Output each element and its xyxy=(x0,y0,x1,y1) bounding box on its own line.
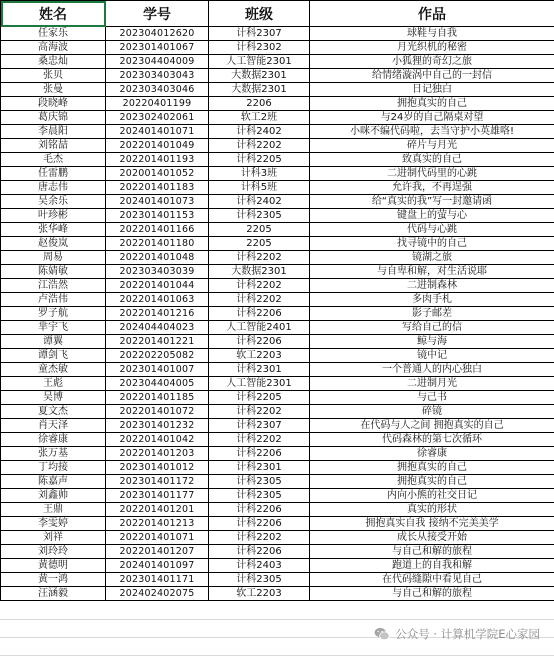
class-cell[interactable]: 计科2301 xyxy=(209,461,310,475)
student-id-cell[interactable]: 202301401067 xyxy=(106,41,209,55)
class-cell[interactable]: 软工2班 xyxy=(209,111,310,125)
student-name-cell[interactable]: 张华峰 xyxy=(1,223,106,237)
header-row xyxy=(1,1,554,27)
student-name-cell[interactable]: 葛庆锦 xyxy=(1,111,106,125)
table-row xyxy=(1,41,554,55)
class-cell[interactable]: 软工2203 xyxy=(209,349,310,363)
class-cell[interactable]: 计科2302 xyxy=(209,41,310,55)
student-name-cell[interactable]: 唐志伟 xyxy=(1,181,106,195)
work-title-cell[interactable]: 内向小熊的社交日记 xyxy=(310,489,554,503)
student-name-cell[interactable]: 夏文杰 xyxy=(1,405,106,419)
work-title-cell[interactable]: 允许我，不再逞强 xyxy=(310,181,554,195)
student-name-cell[interactable]: 叶珍彬 xyxy=(1,209,106,223)
student-name-cell[interactable]: 谭剑飞 xyxy=(1,349,106,363)
student-name-cell[interactable]: 肖天泽 xyxy=(1,419,106,433)
table-row xyxy=(1,587,554,601)
table-row xyxy=(1,27,554,41)
table-row xyxy=(1,363,554,377)
work-title-cell[interactable]: 跑道上的自我和解 xyxy=(310,559,554,573)
table-row xyxy=(1,321,554,335)
student-id-cell[interactable]: 202001401052 xyxy=(106,167,209,181)
class-cell[interactable]: 计科2305 xyxy=(209,475,310,489)
wechat-icon xyxy=(374,626,390,642)
table-row xyxy=(1,517,554,531)
class-cell[interactable]: 大数据2301 xyxy=(209,83,310,97)
student-name-cell[interactable]: 任雷鹏 xyxy=(1,167,106,181)
student-id-cell[interactable]: 202201401203 xyxy=(106,447,209,461)
class-cell[interactable]: 计科2206 xyxy=(209,307,310,321)
student-name-cell[interactable]: 童杰敏 xyxy=(1,363,106,377)
table-row xyxy=(1,545,554,559)
student-id-cell[interactable]: 202301401153 xyxy=(106,209,209,223)
student-id-cell[interactable]: 202201401049 xyxy=(106,139,209,153)
table-row xyxy=(1,433,554,447)
student-name-cell[interactable]: 刘玲玲 xyxy=(1,545,106,559)
student-name-cell[interactable]: 徐睿康 xyxy=(1,433,106,447)
work-title-cell[interactable]: 多肉手札 xyxy=(310,293,554,307)
class-cell[interactable]: 人工智能2301 xyxy=(209,377,310,391)
table-row xyxy=(1,167,554,181)
class-cell[interactable]: 计科2202 xyxy=(209,531,310,545)
table-row xyxy=(1,405,554,419)
work-title-cell[interactable]: 镜中记 xyxy=(310,349,554,363)
student-id-cell[interactable]: 202301401007 xyxy=(106,363,209,377)
student-id-cell[interactable]: 202201401216 xyxy=(106,307,209,321)
class-cell[interactable]: 计科2301 xyxy=(209,363,310,377)
work-title-cell[interactable]: 代码森林的第七次循环 xyxy=(310,433,554,447)
student-name-cell[interactable]: 谭翼 xyxy=(1,335,106,349)
work-title-cell[interactable]: 碎片与月光 xyxy=(310,139,554,153)
student-name-cell[interactable]: 卢浩伟 xyxy=(1,293,106,307)
student-name-cell[interactable]: 张曼 xyxy=(1,83,106,97)
class-cell[interactable]: 计科2206 xyxy=(209,503,310,517)
class-cell[interactable]: 人工智能2401 xyxy=(209,321,310,335)
work-title-cell[interactable]: 与自卑和解，对生活说耶 xyxy=(310,265,554,279)
class-cell[interactable]: 计科2202 xyxy=(209,293,310,307)
student-id-cell[interactable]: 202302402061 xyxy=(106,111,209,125)
table-row xyxy=(1,181,554,195)
work-title-cell[interactable]: 二进制代码里的心跳 xyxy=(310,167,554,181)
table-row xyxy=(1,139,554,153)
student-id-cell[interactable]: 202301401012 xyxy=(106,461,209,475)
header-class-cell[interactable]: 班级 xyxy=(209,1,310,27)
student-id-cell[interactable]: 202401401073 xyxy=(106,195,209,209)
work-title-cell[interactable]: 在代码与人之间 拥抱真实的自己 xyxy=(310,419,554,433)
student-name-cell[interactable]: 张万基 xyxy=(1,447,106,461)
work-title-cell[interactable]: 真实的形状 xyxy=(310,503,554,517)
table-row xyxy=(1,83,554,97)
student-name-cell[interactable]: 任家乐 xyxy=(1,27,106,41)
student-name-cell[interactable]: 刘鑫帅 xyxy=(1,489,106,503)
table-row xyxy=(1,391,554,405)
class-cell[interactable]: 2205 xyxy=(209,223,310,237)
table-row xyxy=(1,265,554,279)
work-title-cell[interactable]: 给“真实的我”写一封邀请函 xyxy=(310,195,554,209)
student-name-cell[interactable]: 王彪 xyxy=(1,377,106,391)
class-cell[interactable]: 计科2305 xyxy=(209,489,310,503)
student-name-cell[interactable]: 吴博 xyxy=(1,391,106,405)
work-title-cell[interactable]: 拥抱真实自我 接纳不完美美学 xyxy=(310,517,554,531)
work-title-cell[interactable]: 拥抱真实的自己 xyxy=(310,461,554,475)
work-title-cell[interactable]: 与24岁的自己隔桌对望 xyxy=(310,111,554,125)
student-name-cell[interactable]: 黄德明 xyxy=(1,559,106,573)
class-cell[interactable]: 计科2307 xyxy=(209,419,310,433)
table-row xyxy=(1,559,554,573)
work-title-cell[interactable]: 写给自己的信 xyxy=(310,321,554,335)
student-name-cell[interactable]: 高海波 xyxy=(1,41,106,55)
class-cell[interactable]: 大数据2301 xyxy=(209,69,310,83)
class-cell[interactable]: 计科2202 xyxy=(209,251,310,265)
student-id-cell[interactable]: 202201401183 xyxy=(106,181,209,195)
student-id-cell[interactable]: 202201401185 xyxy=(106,391,209,405)
student-id-cell[interactable]: 202301401171 xyxy=(106,573,209,587)
table-row xyxy=(1,531,554,545)
student-id-cell[interactable]: 202303403039 xyxy=(106,265,209,279)
work-title-cell[interactable]: 二进制森林 xyxy=(310,279,554,293)
class-cell[interactable]: 计科2305 xyxy=(209,209,310,223)
student-id-cell[interactable]: 202304404005 xyxy=(106,377,209,391)
student-name-cell[interactable]: 吴余乐 xyxy=(1,195,106,209)
student-name-cell[interactable]: 罗子航 xyxy=(1,307,106,321)
student-name-cell[interactable]: 刘祥 xyxy=(1,531,106,545)
student-name-cell[interactable]: 芈宇飞 xyxy=(1,321,106,335)
header-work-cell[interactable]: 作品 xyxy=(310,1,554,27)
student-id-cell[interactable]: 202301401177 xyxy=(106,489,209,503)
student-name-cell[interactable]: 黄一鸿 xyxy=(1,573,106,587)
work-title-cell[interactable]: 小狐狸的奇幻之旅 xyxy=(310,55,554,69)
student-id-cell[interactable]: 202201401193 xyxy=(106,153,209,167)
student-id-cell[interactable]: 202201401042 xyxy=(106,433,209,447)
table-row xyxy=(1,55,554,69)
student-id-cell[interactable]: 202303403043 xyxy=(106,69,209,83)
student-id-cell[interactable]: 202201401221 xyxy=(106,335,209,349)
table-row xyxy=(1,307,554,321)
work-title-cell[interactable]: 镜湖之旅 xyxy=(310,251,554,265)
student-id-cell[interactable]: 202201401048 xyxy=(106,251,209,265)
student-name-cell[interactable]: 周易 xyxy=(1,251,106,265)
student-id-cell[interactable]: 202303403046 xyxy=(106,83,209,97)
work-title-cell[interactable]: 与自己和解的旅程 xyxy=(310,587,554,601)
header-id-cell[interactable]: 学号 xyxy=(106,1,209,27)
watermark-text: 公众号 · 计算机学院E心家园 xyxy=(395,626,540,642)
work-title-cell[interactable]: 给情绪漩涡中自己的一封信 xyxy=(310,69,554,83)
student-name-cell[interactable]: 汪涵毅 xyxy=(1,587,106,601)
empty-grid-row xyxy=(0,601,554,620)
student-id-cell[interactable]: 202201401063 xyxy=(106,293,209,307)
work-title-cell[interactable]: 与自己和解的旅程 xyxy=(310,545,554,559)
student-id-cell[interactable]: 202201401044 xyxy=(106,279,209,293)
table-row xyxy=(1,111,554,125)
work-title-cell[interactable]: 球鞋与自我 xyxy=(310,27,554,41)
work-title-cell[interactable]: 键盘上的萤与心 xyxy=(310,209,554,223)
work-title-cell[interactable]: 日记独白 xyxy=(310,83,554,97)
table-row xyxy=(1,475,554,489)
work-title-cell[interactable]: 致真实的自己 xyxy=(310,153,554,167)
table-row xyxy=(1,503,554,517)
table-row xyxy=(1,153,554,167)
work-title-cell[interactable]: 一个普通人的内心独白 xyxy=(310,363,554,377)
student-name-cell[interactable]: 江浩然 xyxy=(1,279,106,293)
student-id-cell[interactable]: 202202205082 xyxy=(106,349,209,363)
student-id-cell[interactable]: 202401401097 xyxy=(106,559,209,573)
student-id-cell[interactable]: 202301401172 xyxy=(106,475,209,489)
student-name-cell[interactable]: 李雯婷 xyxy=(1,517,106,531)
class-cell[interactable]: 人工智能2301 xyxy=(209,55,310,69)
work-title-cell[interactable]: 碎镜 xyxy=(310,405,554,419)
student-name-cell[interactable]: 陈婧敏 xyxy=(1,265,106,279)
table-row xyxy=(1,279,554,293)
table-row xyxy=(1,195,554,209)
class-cell[interactable]: 计科2206 xyxy=(209,517,310,531)
table-row xyxy=(1,335,554,349)
student-name-cell[interactable]: 陈嘉声 xyxy=(1,475,106,489)
table-row xyxy=(1,573,554,587)
class-cell[interactable]: 软工2203 xyxy=(209,587,310,601)
work-title-cell[interactable]: 月光织机的秘密 xyxy=(310,41,554,55)
student-id-cell[interactable]: 202402402075 xyxy=(106,587,209,601)
class-cell[interactable]: 2206 xyxy=(209,97,310,111)
student-id-cell[interactable]: 202201401071 xyxy=(106,531,209,545)
student-name-cell[interactable]: 王鼎 xyxy=(1,503,106,517)
work-title-cell[interactable]: 影子邮差 xyxy=(310,307,554,321)
class-cell[interactable]: 大数据2301 xyxy=(209,265,310,279)
table-row xyxy=(1,223,554,237)
student-id-cell[interactable]: 202201401072 xyxy=(106,405,209,419)
table-row xyxy=(1,237,554,251)
student-id-cell[interactable]: 202304404009 xyxy=(106,55,209,69)
work-title-cell[interactable]: 成长从接受开始 xyxy=(310,531,554,545)
table-row xyxy=(1,419,554,433)
student-id-cell[interactable]: 202201401201 xyxy=(106,503,209,517)
student-name-cell[interactable]: 刘铭喆 xyxy=(1,139,106,153)
table-row xyxy=(1,125,554,139)
work-title-cell[interactable]: 鲸与海 xyxy=(310,335,554,349)
student-name-cell[interactable]: 张贝 xyxy=(1,69,106,83)
work-title-cell[interactable]: 拥抱真实的自己 xyxy=(310,97,554,111)
student-id-cell[interactable]: 202304012620 xyxy=(106,27,209,41)
work-title-cell[interactable]: 二进制月光 xyxy=(310,377,554,391)
class-cell[interactable]: 计科2206 xyxy=(209,545,310,559)
table-row xyxy=(1,377,554,391)
class-cell[interactable]: 计科2206 xyxy=(209,335,310,349)
watermark xyxy=(374,626,540,642)
class-cell[interactable]: 计科5班 xyxy=(209,181,310,195)
class-cell[interactable]: 计科2202 xyxy=(209,433,310,447)
work-title-cell[interactable]: 徐睿康 xyxy=(310,447,554,461)
table-row xyxy=(1,293,554,307)
class-cell[interactable]: 计科3班 xyxy=(209,167,310,181)
table-row xyxy=(1,349,554,363)
class-cell[interactable]: 计科2307 xyxy=(209,27,310,41)
student-id-cell[interactable]: 202401401071 xyxy=(106,125,209,139)
class-cell[interactable]: 计科2402 xyxy=(209,195,310,209)
table-row xyxy=(1,97,554,111)
work-title-cell[interactable]: 代码与心跳 xyxy=(310,223,554,237)
class-cell[interactable]: 计科2205 xyxy=(209,153,310,167)
work-title-cell[interactable]: 在代码缝隙中看见自己 xyxy=(310,573,554,587)
class-cell[interactable]: 计科2305 xyxy=(209,573,310,587)
student-id-cell[interactable]: 202404404023 xyxy=(106,321,209,335)
table-row xyxy=(1,251,554,265)
class-cell[interactable]: 计科2403 xyxy=(209,559,310,573)
student-id-cell[interactable]: 202201401213 xyxy=(106,517,209,531)
class-cell[interactable]: 计科2402 xyxy=(209,125,310,139)
table-row xyxy=(1,461,554,475)
table-row xyxy=(1,489,554,503)
class-cell[interactable]: 计科2202 xyxy=(209,139,310,153)
student-name-cell[interactable]: 毛杰 xyxy=(1,153,106,167)
table-row xyxy=(1,69,554,83)
work-title-cell[interactable]: 与己书 xyxy=(310,391,554,405)
work-title-cell[interactable]: 找寻镜中的自己 xyxy=(310,237,554,251)
table-row xyxy=(1,209,554,223)
student-name-cell[interactable]: 段晓峰 xyxy=(1,97,106,111)
header-name-cell[interactable]: 姓名 xyxy=(1,1,106,27)
student-id-cell[interactable]: 202201401180 xyxy=(106,237,209,251)
student-name-cell[interactable]: 赵俊岚 xyxy=(1,237,106,251)
student-id-cell[interactable]: 202201401207 xyxy=(106,545,209,559)
student-name-cell[interactable]: 李晨阳 xyxy=(1,125,106,139)
class-cell[interactable]: 2205 xyxy=(209,237,310,251)
student-id-cell[interactable]: 202301401232 xyxy=(106,419,209,433)
class-cell[interactable]: 计科2206 xyxy=(209,447,310,461)
table-row xyxy=(1,447,554,461)
class-cell[interactable]: 计科2202 xyxy=(209,279,310,293)
class-cell[interactable]: 计科2202 xyxy=(209,405,310,419)
student-name-cell[interactable]: 桑忠灿 xyxy=(1,55,106,69)
student-id-cell[interactable]: 20220401199 xyxy=(106,97,209,111)
student-name-cell[interactable]: 丁均接 xyxy=(1,461,106,475)
work-title-cell[interactable]: 小咪不编代码啦，去当守护小英雄咯! xyxy=(310,125,554,139)
class-cell[interactable]: 计科2205 xyxy=(209,391,310,405)
work-title-cell[interactable]: 拥抱真实的自己 xyxy=(310,475,554,489)
student-id-cell[interactable]: 202201401166 xyxy=(106,223,209,237)
